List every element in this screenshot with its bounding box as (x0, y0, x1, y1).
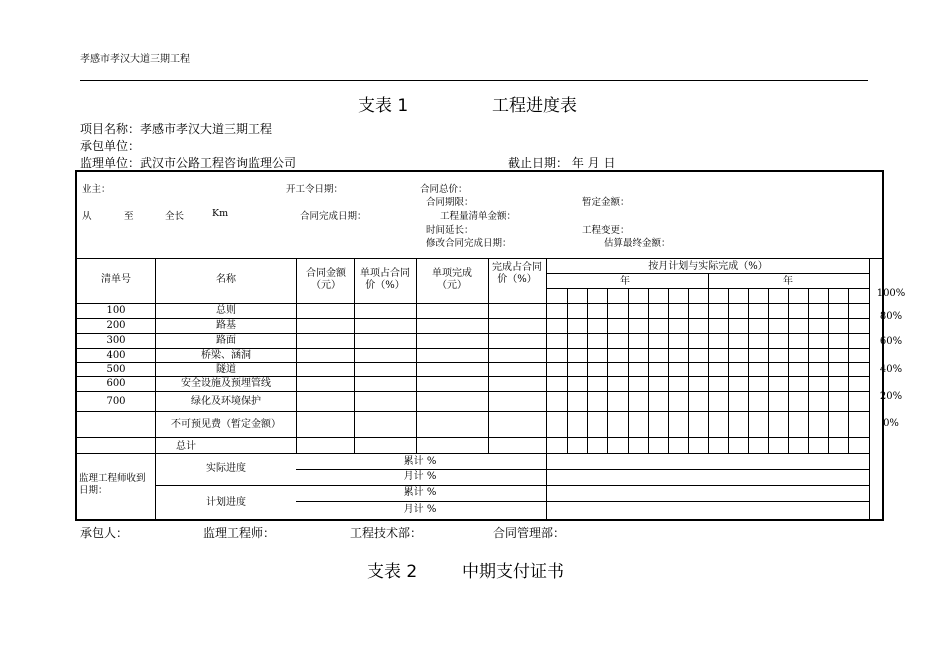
month-col-line (567, 288, 568, 453)
km-label: Km (212, 208, 229, 219)
scale-40: 40% (879, 364, 903, 375)
month-col-line (668, 288, 669, 453)
row-400-name: 桥梁、涵洞 (201, 350, 251, 361)
item-row-line (76, 391, 869, 392)
row-300-no: 300 (106, 335, 126, 346)
frame-top (75, 170, 884, 172)
month-col-line (788, 288, 789, 453)
col-ratio-header: 单项占合同价（%） (360, 268, 410, 291)
month-col-line (848, 288, 849, 453)
row-300-name: 路面 (216, 335, 236, 346)
to-label: 至 (124, 211, 134, 222)
provisional-label: 暂定金额： (582, 197, 630, 208)
col-line-monthly-end (869, 258, 870, 519)
scale-80: 80% (879, 311, 903, 322)
row-500-no: 500 (106, 364, 126, 375)
col-line-pct (546, 258, 547, 519)
month-col-line (828, 288, 829, 453)
row-100-name: 总则 (216, 305, 236, 316)
item-row-line (76, 362, 869, 363)
actual-progress-label: 实际进度 (206, 463, 246, 474)
col-monthly-header: 按月计划与实际完成（%） (648, 261, 768, 272)
frame-bottom (75, 519, 884, 521)
plan-progress-label: 计划进度 (206, 497, 246, 508)
item-row-line (76, 437, 869, 438)
row-700-no: 700 (106, 396, 126, 407)
plan-monthly: 月计 % (403, 504, 437, 515)
supervisor-unit: 监理单位：武汉市公路工程咨询监理公司 (80, 156, 297, 170)
scale-100: 100% (876, 288, 906, 299)
item-row-line (76, 376, 869, 377)
project-name: 项目名称：孝感市孝汉大道三期工程 (80, 122, 273, 136)
sig-contract-dept: 合同管理部： (493, 526, 566, 540)
sig-engineer: 监理工程师： (203, 526, 276, 540)
progress-line (296, 501, 869, 502)
period-label: 合同期限： (426, 197, 474, 208)
month-col-line (648, 288, 649, 453)
col-done-header: 单项完成（元） (432, 268, 472, 291)
row-400-no: 400 (106, 350, 126, 361)
row-contingency-name: 不可预见费（暂定金额） (171, 419, 281, 430)
actual-monthly: 月计 % (403, 471, 437, 482)
month-col-line (607, 288, 608, 453)
total-bottom-line (76, 453, 869, 454)
scale-60: 60% (879, 336, 903, 347)
item-row-line (76, 348, 869, 349)
total-price-label: 合同总价： (420, 184, 468, 195)
header-rule (80, 80, 868, 81)
col-line-ratio (416, 258, 417, 453)
cutoff-date: 截止日期： 年 月 日 (508, 156, 616, 170)
next-table-number: 支表 2 (367, 562, 418, 582)
month-col-line (728, 288, 729, 453)
engineer-received-date: 监理工程师收到日期： (79, 473, 146, 496)
contractor-unit: 承包单位： (80, 139, 141, 153)
revised-date-label: 修改合同完成日期： (426, 238, 512, 249)
item-row-line (76, 411, 869, 412)
total-label: 总计 (176, 441, 196, 452)
month-col-line (748, 288, 749, 453)
owner-label: 业主： (82, 184, 111, 195)
extension-label: 时间延长： (426, 225, 474, 236)
col-pct-header: 完成占合同价（%） (492, 262, 542, 285)
page-title: 工程进度表 (492, 96, 577, 116)
final-estimate-label: 估算最终金额： (604, 238, 671, 249)
year-1-label: 年 (620, 276, 630, 287)
row-100-no: 100 (106, 305, 126, 316)
col-amount-header: 合同金额（元） (306, 268, 346, 291)
month-col-line (808, 288, 809, 453)
sig-contractor: 承包人： (80, 526, 129, 540)
col-line-done (488, 258, 489, 453)
next-table-title: 中期支付证书 (462, 562, 564, 582)
month-col-line (688, 288, 689, 453)
scale-20: 20% (879, 391, 903, 402)
progress-line (296, 469, 869, 470)
item-row-line (76, 318, 869, 319)
completion-date-label: 合同完成日期： (300, 211, 367, 222)
year-divider (708, 273, 709, 288)
col-name-header: 名称 (216, 274, 236, 285)
row-600-no: 600 (106, 378, 126, 389)
row-200-name: 路基 (216, 320, 236, 331)
sig-tech-dept: 工程技术部： (350, 526, 423, 540)
scale-0: 0% (883, 418, 899, 429)
col-line-amount (354, 258, 355, 453)
plan-cumulative: 累计 % (403, 487, 437, 498)
page-header: 孝感市孝汉大道三期工程 (80, 54, 190, 65)
row-600-name: 安全设施及预埋管线 (181, 378, 271, 389)
row-200-no: 200 (106, 320, 126, 331)
length-label: 全长 (165, 211, 185, 222)
year-2-label: 年 (783, 276, 793, 287)
item-row-line (76, 333, 869, 334)
actual-cumulative: 累计 % (403, 456, 437, 467)
month-col-line (587, 288, 588, 453)
row-500-name: 隧道 (216, 364, 236, 375)
col-line-name (296, 258, 297, 453)
from-label: 从 (82, 211, 92, 222)
start-date-label: 开工令日期： (286, 184, 344, 195)
progress-line (155, 485, 869, 486)
variation-label: 工程变更： (582, 225, 630, 236)
table-top-line (76, 258, 882, 259)
boq-amount-label: 工程量清单金额： (440, 211, 517, 222)
col-item-header: 清单号 (101, 274, 131, 285)
month-col-line (708, 288, 709, 453)
header-bottom-line (76, 303, 869, 304)
month-col-line (768, 288, 769, 453)
month-col-line (628, 288, 629, 453)
row-700-name: 绿化及环境保护 (191, 396, 261, 407)
table-number: 支表 1 (358, 96, 409, 116)
